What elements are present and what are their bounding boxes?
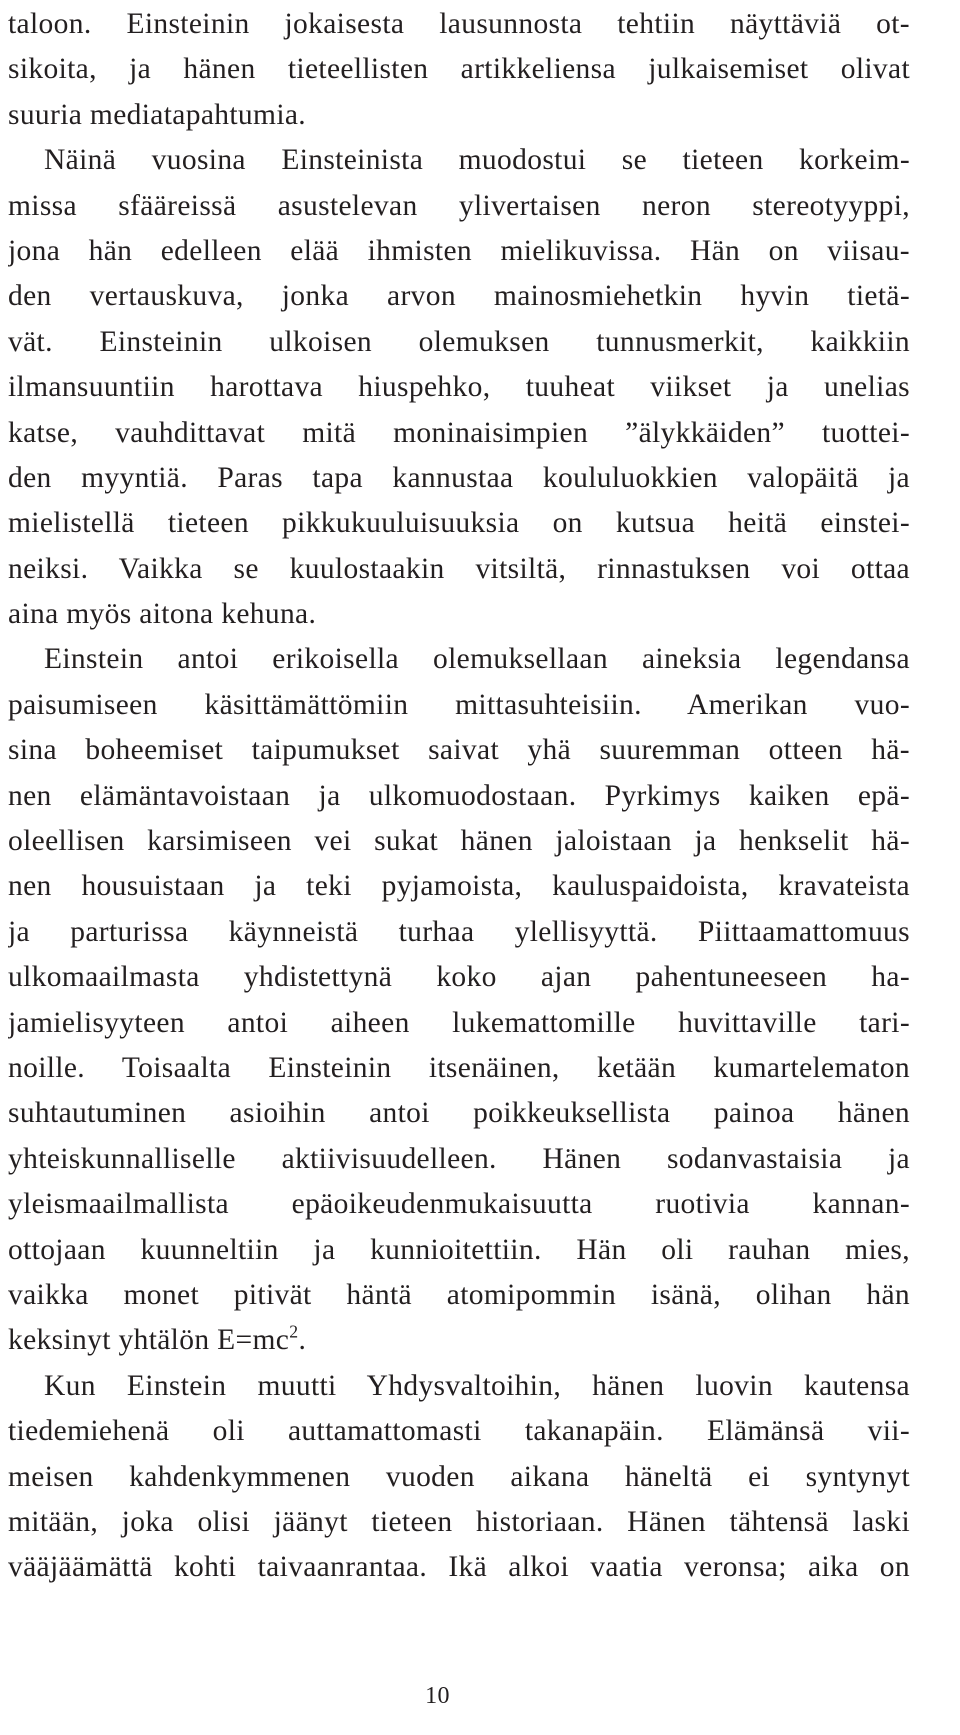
text-line-content: Näinä vuosina Einsteinista muodostui se tieteen korkeim-	[44, 144, 910, 177]
text-line	[8, 1318, 910, 1363]
text-line	[8, 774, 910, 819]
text-line-content: noille. Toisaalta Einsteinin itsenäinen, ketään kumartelematon	[8, 1051, 910, 1084]
text-line	[8, 1455, 910, 1500]
text-line-content: aina myös aitona kehuna.	[8, 598, 317, 631]
text-line	[8, 365, 910, 410]
text-line-content: den myyntiä. Paras tapa kannustaa koululuokkien valopäitä ja	[8, 461, 910, 494]
text-line	[8, 229, 910, 274]
text-line	[8, 728, 910, 773]
text-line-content: ottojaan kuunneltiin ja kunnioitettiin. Hän oli rauhan mies,	[8, 1233, 910, 1266]
text-line-content: tiedemiehenä oli auttamattomasti takanapäin. Elämänsä vii-	[8, 1415, 910, 1448]
text-line	[8, 1182, 910, 1227]
text-line-content: jamielisyyteen antoi aiheen lukemattomille huvittaville tari-	[8, 1006, 910, 1039]
page-number: 10	[425, 1683, 450, 1709]
body-text	[8, 2, 910, 1591]
text-line	[8, 683, 910, 728]
text-line	[8, 1545, 910, 1590]
text-line-content: keksinyt yhtälön E=mc	[8, 1324, 290, 1357]
text-line-content: jona hän edelleen elää ihmisten mielikuvissa. Hän on viisau-	[8, 234, 910, 267]
text-line	[8, 320, 910, 365]
text-line	[8, 1500, 910, 1545]
text-line	[8, 2, 910, 47]
text-line-content: nen elämäntavoistaan ja ulkomuodostaan. Pyrkimys kaiken epä-	[8, 779, 910, 812]
superscript: 2	[289, 1321, 299, 1342]
text-line-content: vät. Einsteinin ulkoisen olemuksen tunnusmerkit, kaikkiin	[8, 325, 910, 358]
text-line-content: oleellisen karsimiseen vei sukat hänen jaloistaan ja henkselit hä-	[8, 825, 910, 858]
text-line-content: den vertauskuva, jonka arvon mainosmiehetkin hyvin tietä-	[8, 280, 910, 313]
text-line	[8, 93, 910, 138]
text-line-content: meisen kahdenkymmenen vuoden aikana häneltä ei syntynyt	[8, 1460, 910, 1493]
text-line-content: vaikka monet pitivät häntä atomipommin isänä, olihan hän	[8, 1278, 910, 1311]
text-line-content: sina boheemiset taipumukset saivat yhä suuremman otteen hä-	[8, 734, 910, 767]
text-line	[8, 864, 910, 909]
text-line	[8, 274, 910, 319]
text-line-content: missa sfääreissä asustelevan ylivertaisen neron stereotyyppi,	[8, 189, 910, 222]
text-line-content: mitään, joka olisi jäänyt tieteen historiaan. Hänen tähtensä laski	[8, 1505, 910, 1538]
text-line-content: ilmansuuntiin harottava hiuspehko, tuuheat viikset ja unelias	[8, 371, 910, 404]
text-line-content: paisumiseen käsittämättömiin mittasuhteisiin. Amerikan vuo-	[8, 688, 910, 721]
text-line	[8, 47, 910, 92]
text-line	[8, 637, 910, 682]
text-line	[8, 138, 910, 183]
text-line	[8, 592, 910, 637]
text-line-content: yhteiskunnalliselle aktiivisuudelleen. Hänen sodanvastaisia ja	[8, 1142, 910, 1175]
text-line-content: ja parturissa käynneistä turhaa ylellisyyttä. Piittaamattomuus	[8, 915, 910, 948]
text-line	[8, 1228, 910, 1273]
text-line	[8, 1364, 910, 1409]
text-line	[8, 501, 910, 546]
text-line-content: vääjäämättä kohti taivaanrantaa. Ikä alkoi vaatia veronsa; aika on	[8, 1551, 910, 1584]
text-line-content: ulkomaailmasta yhdistettynä koko ajan pahentuneeseen ha-	[8, 961, 910, 994]
text-line	[8, 1137, 910, 1182]
text-line-content: Kun Einstein muutti Yhdysvaltoihin, hänen luovin kautensa	[44, 1369, 910, 1402]
text-line	[8, 456, 910, 501]
text-line-content: suhtautuminen asioihin antoi poikkeuksellista painoa hänen	[8, 1097, 910, 1130]
text-line	[8, 184, 910, 229]
text-line	[8, 955, 910, 1000]
text-line-content: yleismaailmallista epäoikeudenmukaisuutta ruotivia kannan-	[8, 1188, 910, 1221]
text-line	[8, 819, 910, 864]
text-line-content: nen housuistaan ja teki pyjamoista, kauluspaidoista, kravateista	[8, 870, 910, 903]
text-line-content: katse, vauhdittavat mitä moninaisimpien ”älykkäiden” tuottei-	[8, 416, 910, 449]
text-line	[8, 1001, 910, 1046]
text-line	[8, 1091, 910, 1136]
text-line	[8, 1046, 910, 1091]
text-line-content: mielistellä tieteen pikkukuuluisuuksia on kutsua heitä einstei-	[8, 507, 910, 540]
text-line-content: sikoita, ja hänen tieteellisten artikkeliensa julkaisemiset olivat	[8, 53, 910, 86]
text-line-content: taloon. Einsteinin jokaisesta lausunnosta tehtiin näyttäviä ot-	[8, 8, 910, 40]
text-line-suffix: .	[298, 1324, 307, 1357]
text-line-content: Einstein antoi erikoisella olemuksellaan aineksia legendansa	[44, 643, 910, 676]
text-line-content: suuria mediatapahtumia.	[8, 98, 307, 131]
text-line	[8, 910, 910, 955]
text-line	[8, 547, 910, 592]
text-line-content: neiksi. Vaikka se kuulostaakin vitsiltä, rinnastuksen voi ottaa	[8, 552, 910, 585]
text-line	[8, 1409, 910, 1454]
text-line	[8, 411, 910, 456]
text-line	[8, 1273, 910, 1318]
